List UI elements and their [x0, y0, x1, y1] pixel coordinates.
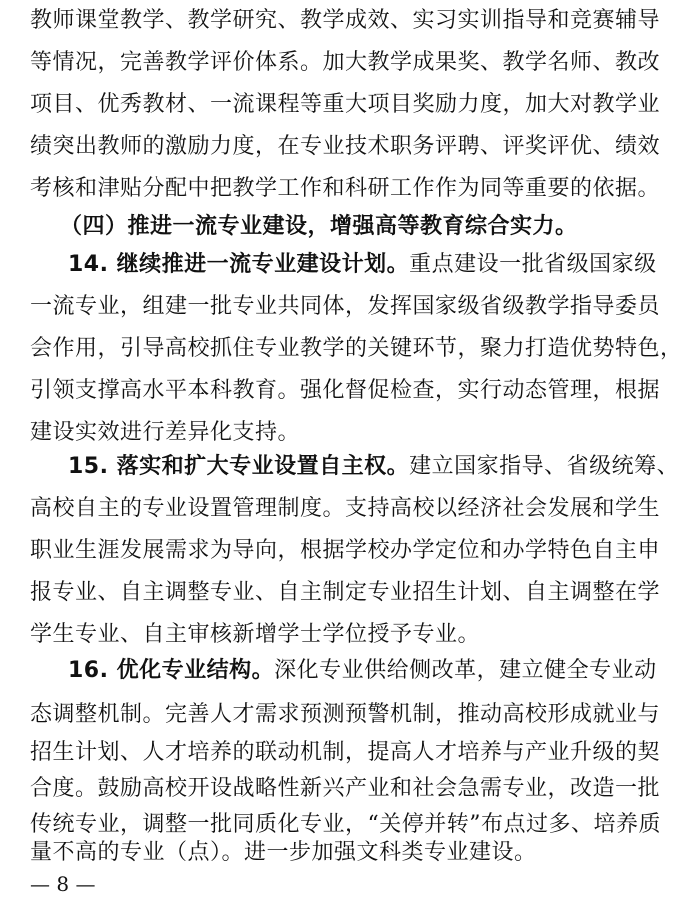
item-16-first-line — [68, 656, 657, 686]
item-15-title: 15. 落实和扩大专业设置自主权。 — [68, 454, 410, 479]
paragraph-line: 传统专业，调整一批同质化专业，“关停并转”布点过多、培养质 — [30, 812, 661, 837]
paragraph-line: 教师课堂教学、教学研究、教学成效、实习实训指导和竞赛辅导 — [30, 8, 661, 33]
item-16-text: 深化专业供给侧改革，建立健全专业动 — [274, 658, 657, 683]
item-14-title: 14. 继续推进一流专业建设计划。 — [68, 252, 410, 277]
paragraph-line: 建设实效进行差异化支持。 — [30, 420, 301, 445]
paragraph-line: 高校自主的专业设置管理制度。支持高校以经济社会发展和学生 — [30, 496, 661, 521]
paragraph-line: 学生专业、自主审核新增学士学位授予专业。 — [30, 622, 481, 647]
paragraph-line: 合度。鼓励高校开设战略性新兴产业和社会急需专业，改造一批 — [30, 776, 661, 801]
paragraph-line: 职业生涯发展需求为导向，根据学校办学定位和办学特色自主申 — [30, 538, 661, 563]
item-15-first-line — [68, 452, 680, 482]
paragraph-line: 量不高的专业（点）。进一步加强文科类专业建设。 — [30, 840, 537, 865]
paragraph-line: 考核和津贴分配中把教学工作和科研工作作为同等重要的依据。 — [30, 176, 661, 201]
paragraph-line: 等情况，完善教学评价体系。加大教学成果奖、教学名师、教改 — [30, 50, 661, 75]
paragraph-line: 引领支撑高水平本科教育。强化督促检查，实行动态管理，根据 — [30, 378, 661, 403]
paragraph-line: 招生计划、人才培养的联动机制，提高人才培养与产业升级的契 — [30, 740, 661, 765]
paragraph-line: 报专业、自主调整专业、自主制定专业招生计划、自主调整在学 — [30, 580, 661, 605]
item-16-title: 16. 优化专业结构。 — [68, 658, 275, 683]
page-number: — 8 — — [30, 872, 96, 896]
paragraph-line: 绩突出教师的激励力度，在专业技术职务评聘、评奖评优、绩效 — [30, 134, 661, 159]
paragraph-line: 一流专业，组建一批专业共同体，发挥国家级省级教学指导委员 — [30, 294, 661, 319]
item-15-text: 建立国家指导、省级统筹、 — [409, 454, 680, 479]
item-14-text: 重点建设一批省级国家级 — [409, 252, 657, 277]
paragraph-line: 会作用，引导高校抓住专业教学的关键环节，聚力打造优势特色， — [30, 336, 683, 361]
paragraph-line: 项目、优秀教材、一流课程等重大项目奖励力度，加大对教学业 — [30, 92, 661, 117]
paragraph-line: 态调整机制。完善人才需求预测预警机制，推动高校形成就业与 — [30, 702, 661, 727]
item-14-first-line — [68, 250, 657, 280]
section-heading: （四）推进一流专业建设，增强高等教育综合实力。 — [60, 214, 578, 239]
